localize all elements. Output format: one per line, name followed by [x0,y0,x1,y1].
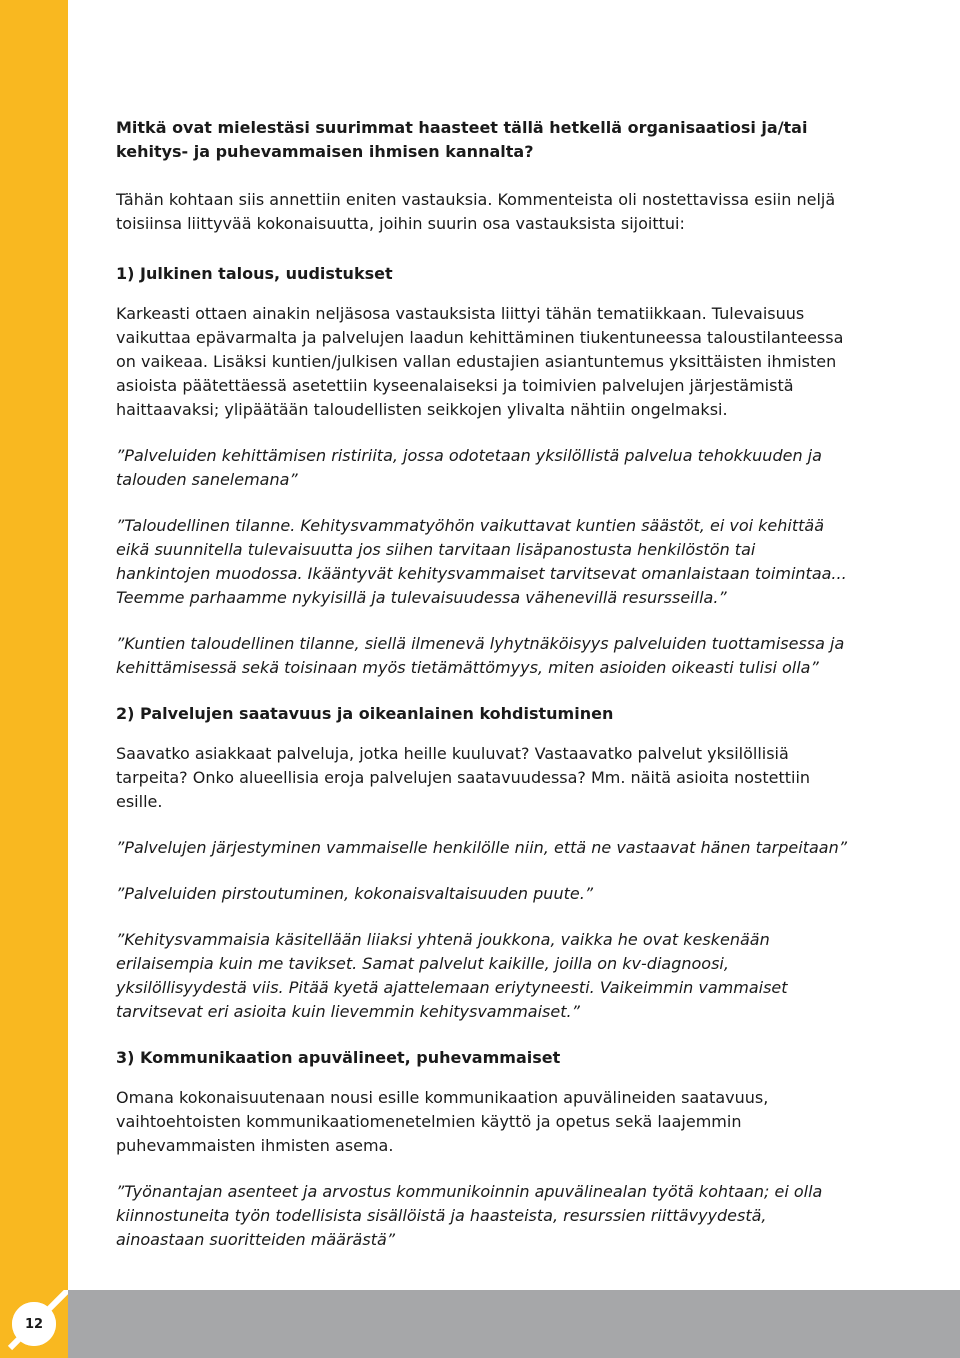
quote: ”Palveluiden pirstoutuminen, kokonaisvaltaisuuden puute.” [116,884,594,903]
quote: ”Palvelujen järjestyminen vammaiselle henkilölle niin, että ne vastaavat hänen tarpeitaan” [116,838,848,857]
section-body: Saavatko asiakkaat palveluja, jotka heille kuuluvat? Vastaavatko palvelut yksilöllisiä tarpeita? Onko alueellisia eroja palvelujen saatavuudessa? Mm. näitä asioita nostettiin esille. [116,744,811,811]
question-heading: Mitkä ovat mielestäsi suurimmat haasteet tällä hetkellä organisaatiosi ja/tai kehitys- ja puhevammaisen ihmisen kannalta? [116,118,808,161]
footer-bar [68,1290,960,1358]
section-heading: 3) Kommunikaation apuvälineet, puhevammaiset [116,1048,561,1067]
quote: ”Taloudellinen tilanne. Kehitysvammatyöhön vaikuttavat kuntien säästöt, ei voi kehittää eikä suunnitella tulevaisuutta jos siihen tarvitaan lisäpanostusta henkilöstön tai hankintojen muodossa. Ikääntyvät kehitysvammaiset tarvitsevat omanlaistaan toimintaa... Teemme parhaamme nykyisillä ja tulevaisuudessa vähenevillä resursseilla.” [116,516,847,607]
section-body: Karkeasti ottaen ainakin neljäsosa vastauksista liittyi tähän tematiikkaan. Tulevaisuus vaikuttaa epävarmalta ja palvelujen laadun kehittäminen tiukentuneessa taloustilanteessa on vaikeaa. Lisäksi kuntien/julkisen vallan edustajien asiantuntemus yksittäisten ihmisten asioista päätettäessä asetettiin kyseenalaiseksi ja toimivien palvelujen järjestämistä haittaavaksi; ylipäätään taloudellisten seikkojen ylivalta nähtiin ongelmaksi. [116,304,844,419]
section-heading: 1) Julkinen talous, uudistukset [116,264,393,283]
quote: ”Kuntien taloudellinen tilanne, siellä ilmenevä lyhytnäköisyys palveluiden tuottamisessa ja kehittämisessä sekä toisinaan myös tietämättömyys, miten asioiden oikeasti tulisi olla” [116,634,845,677]
intro-paragraph: Tähän kohtaan siis annettiin eniten vastauksia. Kommenteista oli nostettavissa esiin neljä toisiinsa liittyvää kokonaisuutta, joihin suurin osa vastauksista sijoittui: [116,190,836,233]
quote: ”Kehitysvammaisia käsitellään liiaksi yhtenä joukkona, vaikka he ovat keskenään erilaisempia kuin me tavikset. Samat palvelut kaikille, joilla on kv-diagnoosi, yksilöllisyydestä viis. Pitää kyetä ajattelemaan eriytyneesti. Vaikeimmin vammaiset tarvitsevat eri asioita kuin lievemmin kehitysvammaiset.” [116,930,788,1021]
quote: ”Palveluiden kehittämisen ristiriita, jossa odotetaan yksilöllistä palvelua tehokkuuden ja talouden sanelemana” [116,446,822,489]
document-body [116,116,852,1274]
section-body: Omana kokonaisuutenaan nousi esille kommunikaation apuvälineiden saatavuus, vaihtoehtoisten kommunikaatiomenetelmien käyttö ja opetus sekä laajemmin puhevammaisten ihmisten asema. [116,1088,769,1155]
section-heading: 2) Palvelujen saatavuus ja oikeanlainen kohdistuminen [116,704,614,723]
quote: ”Työnantajan asenteet ja arvostus kommunikoinnin apuvälinealan työtä kohtaan; ei olla kiinnostuneita työn todellisista sisällöistä ja haasteista, resurssien riittävyydestä, ainoastaan suoritteiden määrästä” [116,1182,823,1249]
page-number: 12 [24,1317,44,1332]
side-accent-bar [0,0,68,1358]
